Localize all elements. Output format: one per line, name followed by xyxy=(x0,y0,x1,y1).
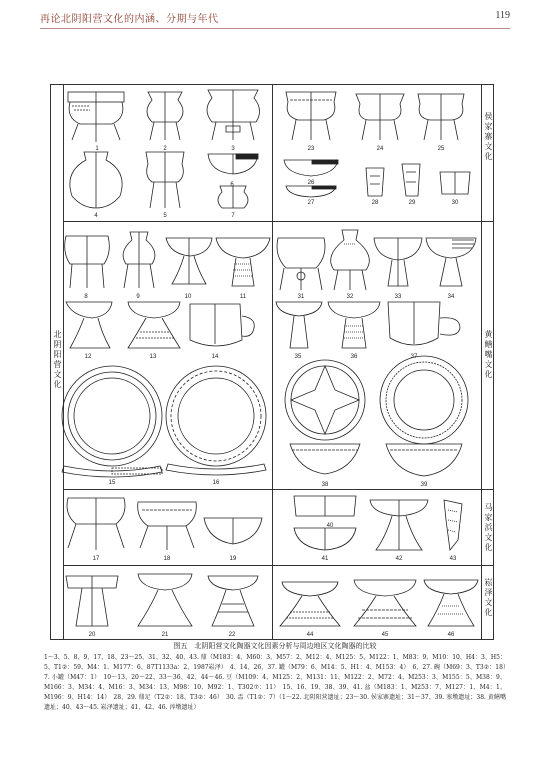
figure-number: 39 xyxy=(420,482,428,488)
vessel-42-dou xyxy=(370,500,428,550)
vessel-24-ding xyxy=(356,94,404,140)
vessel-6-bowl xyxy=(208,154,258,174)
figure-number: 32 xyxy=(346,294,354,300)
figure-number: 8 xyxy=(84,294,88,300)
figure-number: 25 xyxy=(437,146,445,152)
vessel-23-ding xyxy=(286,92,336,140)
figure-number: 36 xyxy=(350,354,358,360)
vessel-5-ding xyxy=(146,152,184,208)
vessel-19-basin xyxy=(204,518,262,544)
vessel-35-dou xyxy=(276,302,322,348)
label-houjiazhai: 侯家寨文化 xyxy=(484,112,493,162)
figure-number: 43 xyxy=(449,556,457,562)
figure-caption: 图五 北阴阳营文化陶器文化因素分析与周边地区文化陶器的比较 xyxy=(173,642,377,650)
figure-number: 16 xyxy=(212,480,220,486)
figure-number: 13 xyxy=(149,354,157,360)
vessel-41-basin xyxy=(294,528,356,550)
vessel-20-dou xyxy=(66,576,118,626)
figure-number: 24 xyxy=(376,146,384,152)
figure-number: 42 xyxy=(395,556,403,562)
figure-number: 14 xyxy=(211,354,219,360)
figure-number: 33 xyxy=(394,294,402,300)
figure-number: 40 xyxy=(326,523,334,529)
vessel-25-ding xyxy=(418,94,464,140)
figure-number: 9 xyxy=(136,294,140,300)
vessel-14-jar xyxy=(190,304,254,346)
vessel-26-bowl xyxy=(284,160,338,176)
vessel-40-ding xyxy=(294,496,356,516)
figure-number: 22 xyxy=(228,632,236,638)
figure-number: 27 xyxy=(307,200,315,206)
figure-number: 15 xyxy=(108,480,116,486)
vessel-18-ding xyxy=(138,502,197,550)
figure-number: 4 xyxy=(94,213,98,219)
figure-number: 29 xyxy=(408,200,416,206)
vessel-37-jar xyxy=(388,302,460,345)
vessel-11-dou xyxy=(216,238,270,286)
figure-number: 37 xyxy=(410,354,418,360)
figure-number: 45 xyxy=(381,632,389,638)
figure-number: 46 xyxy=(447,632,455,638)
vessel-31-ding xyxy=(277,238,325,290)
vessel-7-small-jar xyxy=(218,186,248,208)
figure-number: 31 xyxy=(297,294,305,300)
vessel-15-basin xyxy=(62,366,162,477)
figure-number: 10 xyxy=(184,294,192,300)
vessel-44-dou xyxy=(280,582,340,626)
figure-number: 38 xyxy=(321,482,329,488)
vessel-2-ding xyxy=(147,92,183,140)
figure-number: 34 xyxy=(447,294,455,300)
figure-caption-note: 1～3、5、8、9、17、18、23～25、31、32、40、43. 鼎（M183：4、M60：3、M57：2、M12：4、M125：5、M122：1、M83：9、M10：10、H4：3、H5：5、T1②：59、M4：1、M177：6、87T1133a：2、1987崧泽） 4、14、26、37. 罐（M79：6、M14：5、H1：4、M153：4） 6、27. 碗（M69：3、T3②：18） 7. 小罐（M47：1） 10～13、20～22、33～36、42、44～46. 豆（M109：4、M125：2、M131：11、M122：2、M72：4、M253：3、M155：5、M38：9、M166：3、M34：4、M16：3、M34：13、M98：10、M92：1、T302⑦：11） 15、16、19、38、39、41. 盆（M183：1、M253：7、M127：1、M4：1、M196：9、H14：14） 28、29. 鼎足（T2②：18、T3②：46） 30. 盂（T1②：7）（1～22. 北阴阳营遗址；23～30. 侯家寨遗址；31～37、39. 塞墩遗址；38. 黄鳝嘴遗址；40、43～45. 崧泽遗址；41、42、46. 淬墩遗址） xyxy=(44,654,513,711)
figure-number: 41 xyxy=(321,556,329,562)
figure-number: 2 xyxy=(163,146,167,152)
vessel-22-dou xyxy=(208,576,258,626)
figure-number: 12 xyxy=(84,354,92,360)
vessel-16-basin xyxy=(166,366,266,475)
figure-number: 21 xyxy=(161,632,169,638)
label-huangshanzui: 黄鳝嘴文化 xyxy=(484,330,493,380)
figure-number: 28 xyxy=(371,200,379,206)
vessel-3-ding xyxy=(207,90,260,140)
vessel-33-dou xyxy=(374,238,422,286)
figure-number: 1 xyxy=(95,146,99,152)
vessel-8-ding xyxy=(65,236,110,288)
label-majiabang: 马家浜文化 xyxy=(484,503,493,553)
figure-number: 35 xyxy=(294,354,302,360)
vessel-30-yu xyxy=(440,172,470,194)
figure-number: 3 xyxy=(231,146,235,152)
vessel-27-bowl xyxy=(286,186,336,197)
figure-number: 17 xyxy=(92,556,100,562)
vessel-1-ding xyxy=(68,92,124,142)
page-number: 119 xyxy=(495,10,510,21)
running-title: 再论北阴阳营文化的内涵、分期与年代 xyxy=(40,14,219,25)
vessel-32-ding xyxy=(331,230,370,290)
vessel-45-dou xyxy=(354,580,416,626)
vessel-46-dou xyxy=(424,580,478,626)
figure-number: 20 xyxy=(88,632,96,638)
vessel-17-ding xyxy=(67,498,125,550)
vessel-12-dou xyxy=(66,302,112,348)
vessel-10-dou xyxy=(166,238,212,284)
figure-number: 23 xyxy=(307,146,315,152)
vessel-38-basin xyxy=(285,360,365,474)
vessel-9-ding xyxy=(123,232,155,288)
vessel-13-dou xyxy=(128,302,180,348)
figure-number: 11 xyxy=(239,294,247,300)
label-beiyinyangying: 北阴阳营文化 xyxy=(53,330,62,390)
figure-number: 30 xyxy=(451,200,459,206)
figure-number: 19 xyxy=(229,556,237,562)
vessel-43-ding-foot xyxy=(444,500,462,550)
figure-number: 18 xyxy=(163,556,171,562)
figure-number: 44 xyxy=(306,632,314,638)
figure-number: 6 xyxy=(230,182,234,188)
vessel-28-29-feet xyxy=(366,164,420,196)
vessel-39-basin xyxy=(380,356,468,476)
label-songze: 崧泽文化 xyxy=(484,578,493,618)
vessel-4-jar xyxy=(70,152,122,208)
vessel-34-dou xyxy=(426,238,476,286)
figure-number: 7 xyxy=(231,213,235,219)
figure-number: 26 xyxy=(307,180,315,186)
vessel-21-dou xyxy=(138,574,192,626)
vessel-36-dou xyxy=(328,302,380,348)
figure-number: 5 xyxy=(163,213,167,219)
